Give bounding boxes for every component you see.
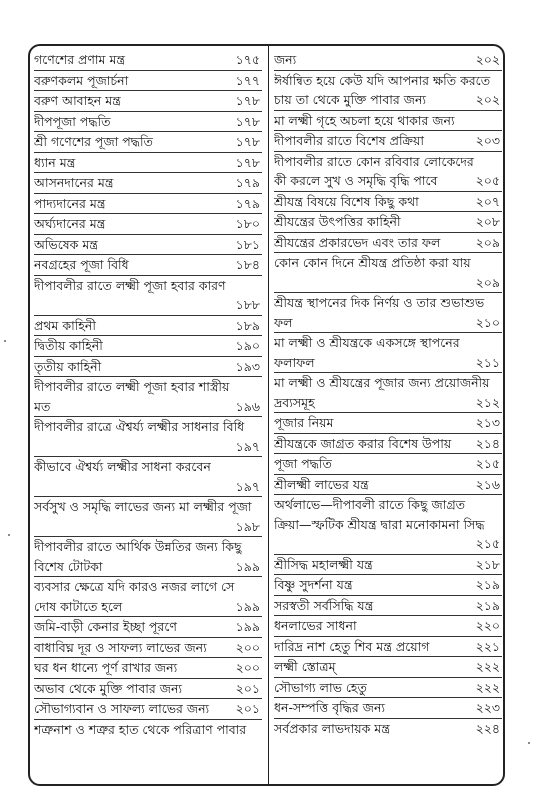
toc-entry-title: কীভাবে ঐশ্বর্য্য লক্ষ্মীর সাধনা করবেন [34, 459, 211, 474]
toc-entry-title: শ্রীসিদ্ধ মহালক্ষ্মী যন্ত্র [274, 556, 373, 572]
toc-entry-title: সর্বসুখ ও সমৃদ্ধি লাভের জন্য মা লক্ষ্মীর পূজা [34, 499, 252, 514]
toc-entry-title: ঈর্ষান্বিত হয়ে কেউ যদি আপনার ক্ষতি করতে [274, 72, 491, 88]
toc-entry [34, 50, 262, 71]
toc-entry-page: ২০৭ [475, 193, 500, 209]
toc-entry [34, 357, 262, 378]
toc-entry-page: ১৯৯ [235, 558, 260, 574]
toc-entry [34, 699, 262, 720]
toc-entry [34, 276, 262, 316]
toc-entry-title: বরুণকলম পূজার্চনা [34, 72, 129, 88]
toc-entry-title: বাধাবিঘ্ন দূর ও সাফল্য লাভের জন্য [34, 639, 207, 655]
toc-entry [274, 596, 502, 617]
toc-entry-page: ২১০ [475, 314, 500, 330]
toc-entry [274, 637, 502, 658]
toc-entry-title: প্রথম কাহিনী [34, 317, 96, 333]
toc-entry-page: ১৭৫ [235, 52, 260, 67]
toc-entry-page: ১৭৮ [235, 113, 260, 129]
toc-entry [34, 537, 262, 577]
toc-entry-title: বিষ্ণু সুদর্শনা যন্ত্র [274, 577, 353, 592]
toc-entry-title-cont: ক্রিয়া—স্ফটিক শ্রীযন্ত্র দ্বারা মনোকামনা সিদ্ধ [274, 516, 485, 532]
toc-entry-page: ২২২ [475, 679, 500, 695]
toc-entry [34, 577, 262, 617]
toc-entry-page: ২২৪ [475, 720, 500, 736]
toc-entry [34, 255, 262, 276]
toc-entry-title: অর্ঘ্যদানের মন্ত্র [34, 216, 106, 231]
toc-entry-page: ২১৩ [475, 415, 500, 430]
toc-entry-page: ২০০ [235, 660, 260, 675]
toc-entry-title: সর্বপ্রকার লাভদায়ক মন্ত্র [274, 720, 390, 736]
toc-entry-title-cont: কী করলে সুখ ও সমৃদ্ধি বৃদ্ধি পাবে [274, 173, 438, 188]
toc-entry-title: লক্ষ্মী স্তোত্রম্ [274, 659, 336, 674]
toc-entry [34, 194, 262, 215]
toc-entry [34, 132, 262, 153]
toc-entry-page: ২০২ [475, 52, 500, 67]
toc-entry [34, 214, 262, 235]
toc-entry [274, 131, 502, 152]
toc-entry [34, 497, 262, 537]
column-divider [268, 46, 269, 784]
contents-right-column [274, 50, 502, 738]
toc-entry-page: ১৭৯ [235, 175, 260, 190]
toc-entry-title-cont: দ্রব্যসমূহ [274, 394, 315, 410]
toc-entry-title: ধনলাভের সাধনা [274, 618, 357, 633]
toc-entry-title-cont: মত [34, 398, 51, 414]
toc-entry-page: ১৮০ [235, 216, 260, 231]
toc-entry-page: ১৮৯ [235, 317, 260, 333]
toc-entry [34, 112, 262, 133]
toc-entry-page: ২১৯ [475, 577, 500, 592]
toc-entry-title: শ্রীলক্ষ্মী লাভের যন্ত্র [274, 476, 369, 492]
toc-entry-page: ২২৩ [475, 700, 500, 715]
toc-entry [274, 719, 502, 739]
toc-entry [34, 720, 262, 740]
toc-entry-page: ২২১ [475, 638, 500, 654]
toc-entry-page: ১৯৬ [235, 398, 260, 414]
toc-entry-title: অভিষেক মন্ত্র [34, 236, 98, 252]
toc-entry [274, 475, 502, 496]
toc-entry-page: ১৯৭ [235, 478, 260, 494]
scan-speck [4, 340, 6, 342]
toc-entry-page: ১৯৯ [235, 619, 260, 634]
toc-entry-title: ব্যবসার ক্ষেত্রে যদি কারও নজর লাগে সে [34, 579, 235, 594]
toc-entry-title: দীপাবলীর রাতে আর্থিক উন্নতির জন্য কিছু [34, 539, 242, 554]
toc-entry-title: অভাব থেকে মুক্তি পাবার জন্য [34, 680, 183, 696]
toc-entry [34, 153, 262, 174]
toc-entry [274, 698, 502, 719]
toc-entry-title: শ্রীযন্ত্রের প্রকারভেদ এবং তার ফল [274, 234, 441, 250]
toc-entry-title-cont: বিশেষ টোটকা [34, 558, 103, 574]
toc-entry-title: শ্রীযন্ত্রের উৎপত্তির কাহিনী [274, 214, 401, 229]
toc-entry-title: পূজা পদ্ধতি [274, 456, 332, 471]
toc-entry [34, 617, 262, 638]
toc-entry-page: ২১৮ [475, 556, 500, 572]
toc-entry-title: শত্রুনাশ ও শত্রুর হাত থেকে পরিত্রাণ পাবার [34, 721, 247, 737]
toc-entry-page: ১৭৮ [235, 93, 260, 108]
toc-entry-page: ১৯৮ [235, 518, 260, 534]
toc-entry [274, 71, 502, 111]
toc-entry-page: ১৭৮ [235, 134, 260, 149]
toc-entry-page: ২০৯ [475, 234, 500, 250]
toc-entry-page: ২১১ [475, 354, 500, 370]
toc-entry [34, 316, 262, 337]
toc-entry-title: ঘর ধন ধান্যে পূর্ণ রাখার জন্য [34, 660, 178, 675]
contents-frame [28, 44, 505, 786]
toc-entry [274, 413, 502, 434]
toc-entry-page: ১৮৪ [235, 257, 260, 272]
toc-entry [34, 71, 262, 92]
toc-entry-title: ধ্যান মন্ত্র [34, 154, 76, 170]
toc-entry-title: অর্থলাভে—দীপাবলী রাতে কিছু জাগ্রত [274, 497, 466, 512]
toc-entry-title-cont: চায় তা থেকে মুক্তি পাবার জন্য [274, 92, 427, 107]
toc-entry-title: তৃতীয় কাহিনী [34, 358, 102, 374]
toc-entry-title: সৌভাগ্যবান ও সাফল্য লাভের জন্য [34, 701, 210, 716]
toc-entry-title: দারিদ্র নাশ হেতু শিব মন্ত্র প্রয়োগ [274, 638, 430, 654]
scan-speck [8, 534, 10, 536]
toc-entry [34, 638, 262, 659]
toc-entry-page: ১৮৮ [235, 297, 260, 312]
toc-entry-title: দীপাবলীর রাতে কোন রবিবার লোকেদের [274, 153, 474, 169]
toc-entry [274, 575, 502, 596]
toc-entry [274, 50, 502, 71]
toc-entry-page: ১৯০ [235, 338, 260, 353]
toc-entry-title: আসনদানের মন্ত্র [34, 175, 114, 190]
toc-entry-page: ১৭৮ [235, 154, 260, 170]
toc-entry [274, 293, 502, 333]
toc-entry-title: সরস্বতী সর্বসিদ্ধি যন্ত্র [274, 597, 374, 613]
toc-entry-title: দীপাবলীর রাতে লক্ষ্মী পূজা হবার শাস্ত্রীয় [34, 379, 230, 394]
toc-entry [274, 495, 502, 555]
toc-entry-title: দীপাবলীর রাত্রে ঐশ্বর্য্য লক্ষ্মীর সাধনার বিধি [34, 419, 245, 434]
toc-entry-title: দ্বিতীয় কাহিনী [34, 338, 103, 353]
toc-entry-title: পাদ্যদানের মন্ত্র [34, 195, 106, 211]
toc-entry-page: ২১৫ [475, 456, 500, 471]
contents-left-column [34, 50, 262, 739]
toc-entry [34, 336, 262, 357]
toc-entry-page: ১৭৯ [235, 195, 260, 211]
toc-entry [34, 235, 262, 256]
toc-entry-page: ২২২ [475, 659, 500, 674]
toc-entry [274, 253, 502, 293]
toc-entry-page: ২১২ [475, 394, 500, 410]
toc-entry [34, 377, 262, 417]
toc-entry [274, 616, 502, 637]
toc-entry-page: ২১৬ [475, 476, 500, 492]
toc-entry [274, 373, 502, 413]
toc-entry [274, 678, 502, 699]
toc-entry-title: দীপপূজা পদ্ধতি [34, 113, 111, 129]
toc-entry-title: শ্রীযন্ত্র স্থাপনের দিক নির্ণয় ও তার শুভাশুভ [274, 295, 485, 310]
toc-entry [274, 434, 502, 455]
toc-entry-title: গণেশের প্রণাম মন্ত্র [34, 52, 126, 67]
toc-entry-title: সৌভাগ্য লাভ হেতু [274, 679, 367, 695]
toc-entry-page: ২০১ [235, 680, 260, 696]
toc-entry [34, 417, 262, 457]
toc-entry [34, 457, 262, 497]
toc-entry-title-cont: দোষ কাটাতে হলে [34, 598, 123, 614]
toc-entry-page: ২১৫ [475, 536, 500, 551]
toc-entry [274, 152, 502, 192]
toc-entry [274, 111, 502, 132]
toc-entry-title: মা লক্ষ্মী গৃহে অচলা হয়ে থাকার জন্য [274, 112, 455, 128]
toc-entry [34, 679, 262, 700]
toc-entry-title: শ্রী গণেশের পূজা পদ্ধতি [34, 134, 153, 149]
toc-entry-title: শ্রীযন্ত্র বিষয়ে বিশেষ কিছু কথা [274, 193, 419, 209]
toc-entry [274, 657, 502, 678]
toc-entry-page: ২১৯ [475, 597, 500, 613]
toc-entry [274, 454, 502, 475]
toc-entry-title: পূজার নিয়ম [274, 415, 334, 430]
toc-entry [274, 192, 502, 213]
toc-entry-page: ১৯৩ [235, 358, 260, 374]
toc-entry-page: ২১৪ [475, 435, 500, 451]
toc-entry-page: ২০২ [475, 92, 500, 107]
scan-speck [528, 742, 530, 744]
toc-entry-title: মা লক্ষ্মী ও শ্রীযন্ত্রের পূজার জন্য প্রয়োজনীয় [274, 375, 490, 390]
toc-entry [274, 333, 502, 373]
toc-entry-title: দীপাবলীর রাতে লক্ষ্মী পূজা হবার কারণ [34, 277, 226, 293]
toc-entry-page: ১৭৭ [235, 72, 260, 88]
toc-entry-title: মা লক্ষ্মী ও শ্রীযন্ত্রকে একসঙ্গে স্থাপনের [274, 335, 460, 350]
toc-entry-page: ২০১ [235, 701, 260, 716]
toc-entry [274, 212, 502, 233]
toc-entry-title: জমি-বাড়ী কেনার ইচ্ছা পূরণে [34, 619, 177, 634]
toc-entry-page: ১৮১ [235, 236, 260, 252]
toc-entry-title: বরুণ আবাহন মন্ত্র [34, 93, 121, 108]
toc-entry-title: ধন-সম্পত্তি বৃদ্ধির জন্য [274, 700, 386, 715]
toc-entry [34, 91, 262, 112]
toc-entry-title-cont: ফল [274, 314, 293, 330]
toc-entry-page: ২০০ [235, 639, 260, 655]
toc-entry-title: দীপাবলীর রাতে বিশেষ প্রক্রিয়া [274, 133, 424, 148]
toc-entry-page: ২০৩ [475, 133, 500, 148]
toc-entry [34, 173, 262, 194]
toc-entry [34, 658, 262, 679]
toc-entry [274, 555, 502, 576]
toc-entry-page: ১৯৭ [235, 438, 260, 454]
toc-entry-page: ২০৫ [475, 173, 500, 188]
toc-entry-title: জন্য [274, 52, 297, 67]
toc-entry-page: ২০৮ [475, 214, 500, 229]
toc-entry-title: নবগ্রহের পূজা বিধি [34, 257, 129, 272]
toc-entry-title: শ্রীযন্ত্রকে জাগ্রত করার বিশেষ উপায় [274, 435, 452, 451]
toc-entry-title: কোন কোন দিনে শ্রীযন্ত্র প্রতিষ্ঠা করা যায় [274, 255, 471, 270]
toc-entry-title-cont: ফলাফল [274, 354, 315, 370]
toc-entry-page: ১৯৯ [235, 598, 260, 614]
toc-entry-page: ২২০ [475, 618, 500, 633]
toc-entry-page: ২০৯ [475, 274, 500, 290]
toc-entry [274, 233, 502, 254]
